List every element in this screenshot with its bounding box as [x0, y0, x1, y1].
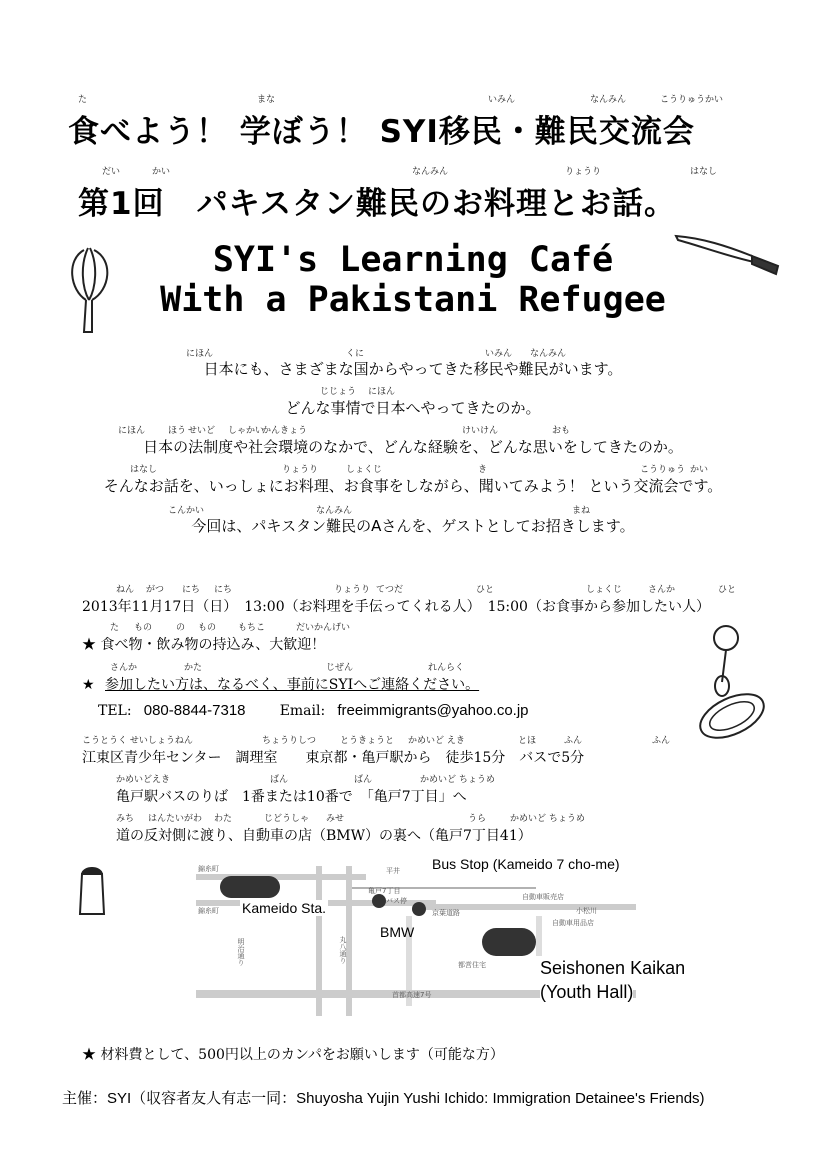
ruby: けいけん — [462, 426, 499, 436]
ruby: さんか — [648, 585, 676, 595]
intro-line: どんな事情で日本へやってきたのか。 — [285, 399, 541, 417]
ruby: ふん — [652, 736, 671, 746]
road-ruby — [0, 811, 826, 823]
ruby: た — [78, 95, 88, 105]
ruby: りょうり — [565, 167, 602, 177]
map — [196, 856, 686, 1016]
english-title-line1: SYI's Learning Café — [212, 240, 614, 280]
map-label: 自動車販売店 — [522, 893, 564, 901]
ruby: かめいど ちょうめ — [420, 775, 495, 785]
venue-line: 江東区青少年センター 調理室 東京都・亀戸駅から 徒歩15分 バスで5分 — [82, 750, 585, 766]
ruby: た — [110, 623, 120, 633]
ruby: なんみん — [530, 349, 567, 359]
page-subtitle: 第1回 パキスタン難民のお料理とお話。 — [78, 186, 676, 222]
intro-ruby-0 — [0, 346, 826, 358]
ruby: かい — [152, 167, 171, 177]
bus-stop-marker — [372, 894, 386, 908]
ruby: ばん — [270, 775, 289, 785]
bmw-label: BMW — [380, 924, 415, 940]
ruby: だい — [102, 167, 121, 177]
ruby: がつ — [146, 585, 165, 595]
ruby: さんか — [110, 663, 138, 673]
ruby: こうりゅう — [640, 465, 686, 475]
email-label: Email: — [279, 703, 326, 719]
bring-ruby — [0, 620, 826, 632]
map-label: バス停 — [386, 897, 407, 905]
ruby: なんみん — [316, 506, 353, 516]
ruby: てつだ — [376, 585, 404, 595]
contact-text: 参加したい方は、なるべく、事前にSYIへご連絡ください。 — [105, 677, 480, 693]
ruby: はなし — [130, 465, 158, 475]
bring-food-note: ★ 食べ物・飲み物の持込み、大歓迎！ — [82, 637, 326, 653]
ruby: みち — [116, 814, 135, 824]
ruby: こうとうく せいしょうねん — [82, 736, 193, 746]
english-title-line2: With a Pakistani Refugee — [160, 280, 666, 320]
map-label: 錦糸町 — [198, 865, 219, 873]
ruby: かた — [184, 663, 203, 673]
ruby: ばん — [354, 775, 373, 785]
ruby: にほん — [368, 387, 396, 397]
intro-ruby-3 — [0, 462, 826, 474]
bmw-marker — [412, 902, 426, 916]
contact-note — [82, 674, 479, 694]
intro-line: そんなお話を、いっしょにお料理、お食事をしながら、聞いてみよう！ という交流会です。 — [103, 477, 723, 495]
ruby: じぜん — [326, 663, 354, 673]
ruby: こうりゅうかい — [660, 95, 724, 105]
ruby: にち — [182, 585, 201, 595]
map-label: 自動車用品店 — [552, 919, 594, 927]
station-label: Kameido Sta. — [242, 900, 327, 916]
ruby: みせ — [326, 814, 345, 824]
ruby: うら — [468, 814, 487, 824]
ruby: の — [176, 623, 186, 633]
contact-info — [98, 702, 529, 719]
map-label: 明治通り — [237, 938, 245, 966]
ruby: だいかんげい — [296, 623, 351, 633]
youth-hall-marker — [482, 928, 536, 956]
ruby: とほ — [518, 736, 537, 746]
ruby: なんみん — [590, 95, 627, 105]
star-icon: ★ — [82, 677, 95, 693]
map-label: 都営住宅 — [458, 961, 486, 969]
ruby: ひと — [476, 585, 495, 595]
fee-note: ★ 材料費として、500円以上のカンパをお願いします（可能な方） — [82, 1047, 504, 1063]
intro-line: 今回は、パキスタン難民のAさんを、ゲストとしてお招きします。 — [191, 517, 635, 535]
station-marker — [220, 876, 280, 898]
intro-ruby-2 — [0, 423, 826, 435]
ruby: もちこ — [238, 623, 266, 633]
ruby: りょうり — [282, 465, 319, 475]
youth-hall-label-en: (Youth Hall) — [540, 982, 634, 1002]
ruby: いみん — [488, 95, 516, 105]
ruby: かめいど ちょうめ — [510, 814, 585, 824]
intro-line: 日本にも、さまざまな国からやってきた移民や難民がいます。 — [203, 360, 623, 378]
plate-icon — [694, 688, 770, 744]
ruby: こんかい — [168, 506, 205, 516]
ruby: しょくじ — [346, 465, 383, 475]
ruby: りょうり — [334, 585, 371, 595]
email-link[interactable]: freeimmigrants@yahoo.co.jp — [337, 702, 529, 719]
ruby: ちょうりしつ — [262, 736, 317, 746]
ruby: まね — [572, 506, 591, 516]
ruby: しょくじ — [586, 585, 623, 595]
map-label: 錦糸町 — [198, 907, 219, 915]
map-label: 平井 — [386, 867, 400, 875]
ruby: はなし — [690, 167, 718, 177]
ruby: れんらく — [428, 663, 465, 673]
ruby: ほう — [168, 426, 187, 436]
ruby: じどうしゃ — [264, 814, 310, 824]
organizer: 主催：SYI（収容者友人有志一同：Shuyosha Yujin Yushi Ichido: Immigration Detainee's Friends) — [62, 1090, 705, 1107]
map-label: 丸八通り — [339, 936, 347, 964]
bus-ruby — [0, 772, 826, 784]
ruby: いみん — [485, 349, 513, 359]
ruby: き — [478, 465, 488, 475]
ruby: もの — [134, 623, 153, 633]
title2-ruby — [0, 164, 826, 176]
ruby: にほん — [118, 426, 146, 436]
intro-line: 日本の法制度や社会環境のなかで、どんな経験を、どんな思いをしてきたのか。 — [143, 438, 683, 456]
ruby: はんたいがわ — [148, 814, 203, 824]
bus-stop-label: Bus Stop (Kameido 7 cho-me) — [432, 856, 620, 872]
intro-ruby-1 — [0, 384, 826, 396]
title1-ruby — [0, 92, 826, 104]
ruby: くに — [346, 349, 365, 359]
ruby: じじょう — [320, 387, 357, 397]
ruby: しゃかい — [228, 426, 265, 436]
road-line: 道の反対側に渡り、自動車の店（BMW）の裏へ（亀戸7丁目41） — [116, 828, 532, 844]
map-label: 京葉道路 — [432, 909, 460, 917]
ruby: おも — [552, 426, 571, 436]
map-label: 亀戸7丁目 — [368, 887, 401, 895]
ruby: にち — [214, 585, 233, 595]
map-label: 首都高速7号 — [392, 991, 432, 999]
ruby: にほん — [186, 349, 214, 359]
bus-line: 亀戸駅バスのりば 1番または10番で 「亀戸7丁目」へ — [116, 789, 467, 805]
ruby: とうきょうと — [340, 736, 395, 746]
ruby: もの — [198, 623, 217, 633]
ruby: かい — [690, 465, 709, 475]
tel-label: TEL: — [98, 703, 132, 719]
intro-ruby-4 — [0, 503, 826, 515]
salt-shaker-icon — [74, 864, 110, 918]
ruby: わた — [214, 814, 233, 824]
page-title: 食べよう！ 学ぼう！ SYI移民・難民交流会 — [68, 114, 695, 150]
date-ruby — [0, 582, 826, 594]
ruby: かめいどえき — [116, 775, 171, 785]
ruby: ふん — [564, 736, 583, 746]
ruby: まな — [257, 95, 276, 105]
contact-ruby — [0, 660, 826, 672]
ruby: なんみん — [412, 167, 449, 177]
ruby: かめいど えき — [408, 736, 465, 746]
ruby: かんきょう — [262, 426, 308, 436]
map-label: 小松川 — [576, 907, 597, 915]
ruby: ねん — [116, 585, 135, 595]
youth-hall-label: Seishonen Kaikan — [540, 958, 686, 978]
event-date: 2013年11月17日（日） 13:00（お料理を手伝ってくれる人） 15:00（お食事から参加したい人） — [82, 599, 710, 615]
ruby: ひと — [718, 585, 737, 595]
ruby: せいど — [188, 426, 216, 436]
tel-number[interactable]: 080-8844-7318 — [143, 702, 246, 719]
